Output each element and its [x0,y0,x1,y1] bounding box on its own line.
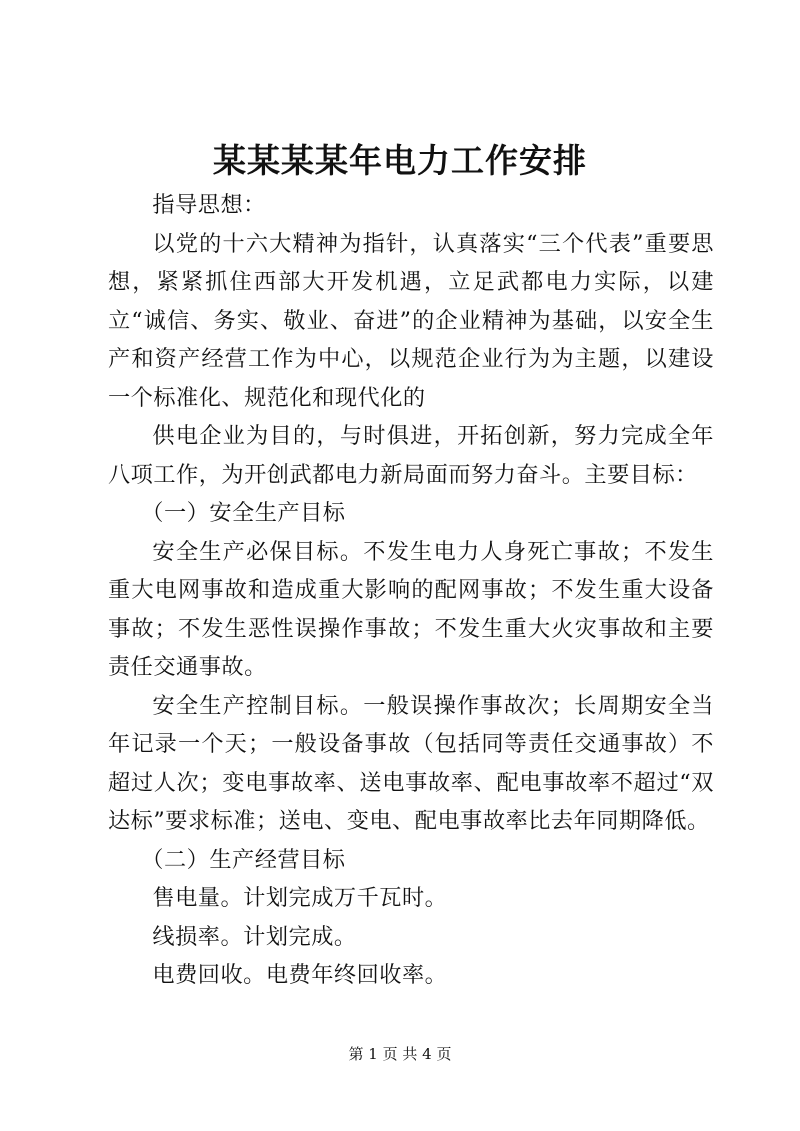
paragraph-fee-collection: 电费回收。电费年终回收率。 [152,962,448,988]
paragraph-electricity-sales: 售电量。计划完成万千瓦时。 [152,885,448,911]
section-heading-production-operation: （二）生产经营目标 [141,846,346,873]
section-heading-safety-production: （一）安全生产目标 [141,500,346,526]
paragraph-safety-control-goals: 安全生产控制目标。一般误操作事故次；长周期安全当年记录一个天；一般设备事故（包括同等责任交通事故）不超过人次；变电事故率、送电事故率、配电事故率不超过“双达标”要求标准；送电、变电、配电事故率比去年同期降低。 [108,692,714,834]
paragraph-main-goals-intro: 供电企业为目的，与时俱进，开拓创新，努力完成全年八项工作，为开创武都电力新局面而努力奋斗。主要目标： [108,423,714,488]
page-number-footer: 第 1 页 共 4 页 [348,1045,452,1063]
paragraph-line-loss-rate: 线损率。计划完成。 [152,923,357,950]
paragraph-guiding-ideology-heading: 指导思想： [152,192,266,218]
document-body [108,186,714,995]
paragraph-safety-guaranteed-goals: 安全生产必保目标。不发生电力人身死亡事故；不发生重大电网事故和造成重大影响的配网事故；不发生重大设备事故；不发生恶性误操作事故；不发生重大火灾事故和主要责任交通事故。 [108,538,714,680]
paragraph-guiding-ideology: 以党的十六大精神为指针，认真落实“三个代表”重要思想，紧紧抓住西部大开发机遇，立足武都电力实际，以建立“诚信、务实、敬业、奋进”的企业精神为基础，以安全生产和资产经营工作为中心，以规范企业行为为主题，以建设一个标准化、规范化和现代化的 [108,230,714,411]
document-title: 某某某某年电力工作安排 [213,141,587,180]
